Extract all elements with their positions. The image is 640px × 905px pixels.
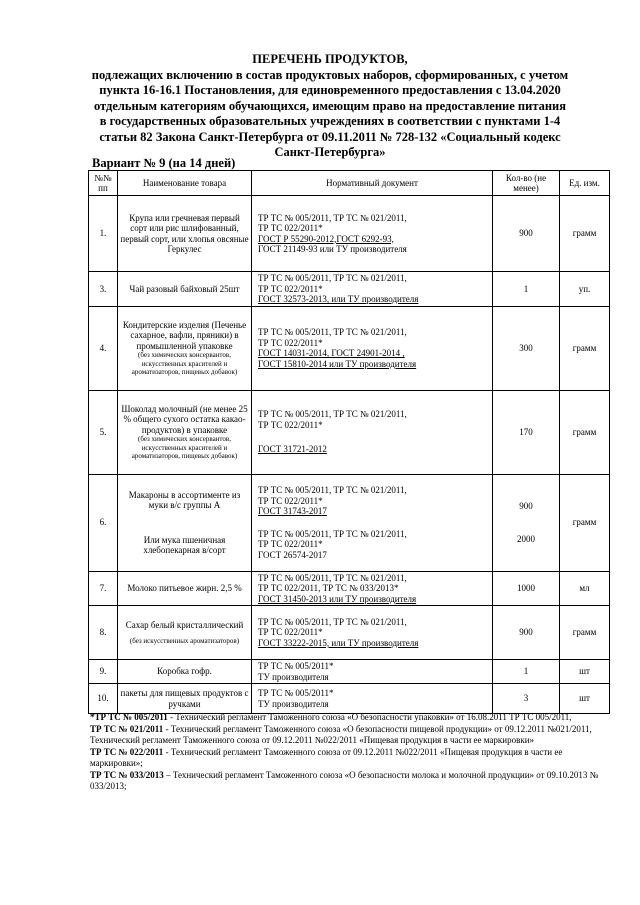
product-note: (без искусственных ароматизаторов) <box>129 636 240 645</box>
cell-unit: мл <box>560 571 610 606</box>
cell-doc <box>252 306 493 390</box>
cell-name: Коробка гофр. <box>118 660 252 684</box>
table-row <box>89 196 610 272</box>
doc-line: ГОСТ 33222-2015, или ТУ производителя <box>258 637 419 648</box>
product-name: Кондитерские изделия (Печенье сахарное, вафли, пряники) в промышленной упаковке <box>122 319 247 351</box>
product-note: (без химических консервантов, искусственных красителей и ароматизаторов, пищевых добавок) <box>131 435 238 460</box>
table-row <box>89 272 610 307</box>
cell-name: Чай разовый байховый 25шт <box>118 272 252 307</box>
doc-line: ГОСТ 26574-2017 <box>258 549 327 560</box>
cell-doc <box>252 474 493 571</box>
cell-qty: 170 <box>493 390 560 474</box>
cell-unit: грамм <box>560 196 610 272</box>
qty-value-alt: 2000 <box>517 533 535 544</box>
cell-qty: 1 <box>493 660 560 684</box>
table-row <box>89 474 610 571</box>
doc-line: ГОСТ 14031-2014, ГОСТ 24901-2014 , <box>258 348 405 358</box>
doc-line: ТР ТС № 005/2011, ТР ТС № 021/2011, <box>258 327 407 337</box>
cell-doc <box>252 390 493 474</box>
cell-num: 1. <box>89 196 118 272</box>
doc-line: ГОСТ Р 55290-2012,ГОСТ 6292-93, <box>258 233 394 244</box>
footnote: ТР ТС № 033/2013 – Технический регламент Таможенного союза «О безопасности молока и молочной продукции» от 09.10.2013 № 033/2013; <box>90 769 599 791</box>
header-num: №№ пп <box>89 171 118 196</box>
title-line: отдельным категориям обучающихся, имеющим право на предоставление питания <box>93 98 567 113</box>
cell-unit: шт <box>560 684 610 714</box>
doc-line: ТР ТС 022/2011* <box>258 419 323 430</box>
cell-num: 9. <box>89 660 118 684</box>
title-line: подлежащих включению в состав продуктовых наборов, сформированных, с учетом <box>91 67 569 82</box>
doc-line: ТР ТС № 005/2011, ТР ТС № 021/2011, <box>258 485 407 495</box>
cell-qty <box>493 474 560 571</box>
document-title <box>80 52 580 161</box>
doc-line: ТР ТС № 005/2011, ТР ТС № 021/2011, <box>258 409 407 420</box>
table-row <box>89 306 610 390</box>
doc-line: ТР ТС № 005/2011* <box>258 661 334 671</box>
product-note: (без химических консервантов, искусственных красителей и ароматизаторов, пищевых добавок) <box>131 351 238 376</box>
cell-doc <box>252 660 493 684</box>
doc-line: ТР ТС № 005/2011, ТР ТС № 021/2011, <box>258 528 407 539</box>
cell-unit: шт <box>560 660 610 684</box>
cell-name: Молоко питьевое жирн. 2,5 % <box>118 571 252 606</box>
footnotes <box>90 712 610 793</box>
cell-num: 10. <box>89 684 118 714</box>
doc-line: ТР ТС 022/2011* <box>258 337 323 348</box>
cell-num: 3. <box>89 272 118 307</box>
title-line: ПЕРЕЧЕНЬ ПРОДУКТОВ, <box>252 52 408 66</box>
cell-num: 6. <box>89 474 118 571</box>
doc-line: ГОСТ 31743-2017 <box>258 506 327 516</box>
footnote: *ТР ТС № 005/2011 - Технический регламент Таможенного союза «О безопасности упаковки» от 16.08.2011 ТР ТС 005/2011, <box>90 712 572 722</box>
cell-name <box>118 606 252 660</box>
title-line: Санкт-Петербурга» <box>274 145 386 159</box>
cell-doc <box>252 571 493 606</box>
cell-unit: грамм <box>560 606 610 660</box>
table-row <box>89 390 610 474</box>
doc-line: ГОСТ 31721-2012 <box>258 444 327 455</box>
product-name: Макароны в ассортименте из муки в/с группы А <box>128 489 241 510</box>
table-header-row <box>89 171 610 196</box>
variant-label: Вариант № 9 (на 14 дней) <box>92 156 236 170</box>
table-row <box>89 571 610 606</box>
cell-unit: уп. <box>560 272 610 307</box>
header-doc: Нормативный документ <box>252 171 493 196</box>
product-name-alt: Или мука пшеничная хлебопекарная в/сорт <box>143 534 226 555</box>
footnote: ТР ТС № 022/2011 - Технический регламент Таможенного союза от 09.12.2011 №022/2011 «Пищевая продукция в части ее маркировки»; <box>90 746 563 768</box>
doc-line: ТР ТС 022/2011* <box>258 283 323 294</box>
cell-doc <box>252 606 493 660</box>
doc-line: ТР ТС 022/2011* <box>258 539 323 549</box>
cell-doc <box>252 272 493 307</box>
cell-qty: 900 <box>493 606 560 660</box>
cell-num: 5. <box>89 390 118 474</box>
cell-unit: грамм <box>560 306 610 390</box>
cell-name <box>118 474 252 571</box>
doc-line: ГОСТ 32573-2013, или ТУ производителя <box>258 294 419 304</box>
cell-name: пакеты для пищевых продуктов с ручками <box>118 684 252 714</box>
doc-line: ТУ производителя <box>258 671 329 682</box>
doc-line: ГОСТ 21149-93 или ТУ производителя <box>258 244 407 254</box>
header-qty: Кол-во (не менее) <box>493 171 560 196</box>
cell-name <box>118 390 252 474</box>
product-name: Сахар белый кристаллический <box>125 620 244 630</box>
doc-line: ТР ТС 022/2011, ТР ТС № 033/2013* <box>258 583 399 593</box>
title-line: пункта 16-16.1 Постановления, для единовременного предоставления с 13.04.2020 <box>99 83 561 97</box>
doc-line: ГОСТ 31450-2013 или ТУ производителя <box>258 593 417 604</box>
products-table <box>88 170 610 714</box>
doc-line: ТР ТС № 005/2011, ТР ТС № 021/2011, <box>258 273 407 283</box>
cell-unit: грамм <box>560 474 610 571</box>
table-row <box>89 606 610 660</box>
cell-num: 7. <box>89 571 118 606</box>
cell-name: Крупа или гречневая первый сорт или рис шлифованный, первый сорт, или хлопья овсяные Геркулес <box>118 196 252 272</box>
qty-value: 900 <box>519 501 533 511</box>
cell-qty: 300 <box>493 306 560 390</box>
cell-doc <box>252 684 493 714</box>
doc-line: ТР ТС 022/2011* <box>258 495 323 506</box>
footnote: ТР ТС № 021/2011 - Технический регламент Таможенного союза «О безопасности пищевой продукции» от 09.12.2011 №021/2011, <box>90 723 592 734</box>
cell-qty: 1000 <box>493 571 560 606</box>
cell-unit: грамм <box>560 390 610 474</box>
table-row <box>89 684 610 714</box>
doc-line: ТР ТС № 005/2011, ТР ТС № 021/2011, <box>258 616 407 627</box>
doc-line: ТР ТС 022/2011* <box>258 627 323 638</box>
doc-line: ТР ТС № 005/2011, ТР ТС № 021/2011, <box>258 572 407 583</box>
product-name: Шоколад молочный (не менее 25 % общего сухого остатка какао-продуктов) в упаковке <box>121 403 248 435</box>
header-unit: Ед. изм. <box>560 171 610 196</box>
cell-qty: 3 <box>493 684 560 714</box>
table-row <box>89 660 610 684</box>
cell-doc <box>252 196 493 272</box>
footnote: Технический регламент Таможенного союза от 09.12.2011 №022/2011 «Пищевая продукция в части ее маркировки» <box>90 735 535 745</box>
doc-line: ТР ТС № 005/2011* <box>258 688 334 698</box>
cell-name <box>118 306 252 390</box>
doc-line: ТУ производителя <box>258 698 329 709</box>
cell-qty: 1 <box>493 272 560 307</box>
doc-line: ТР ТС 022/2011* <box>258 223 323 233</box>
cell-qty: 900 <box>493 196 560 272</box>
doc-line: ГОСТ 15810-2014 или ТУ производителя <box>258 358 417 369</box>
doc-line: ТР ТС № 005/2011, ТР ТС № 021/2011, <box>258 212 407 223</box>
cell-num: 8. <box>89 606 118 660</box>
cell-num: 4. <box>89 306 118 390</box>
header-name: Наименование товара <box>118 171 252 196</box>
title-line: статьи 82 Закона Санкт-Петербурга от 09.11.2011 № 728-132 «Социальный кодекс <box>99 129 561 144</box>
title-line: в государственных образовательных учреждениях в соответствии с пунктами 1-4 <box>99 114 561 128</box>
